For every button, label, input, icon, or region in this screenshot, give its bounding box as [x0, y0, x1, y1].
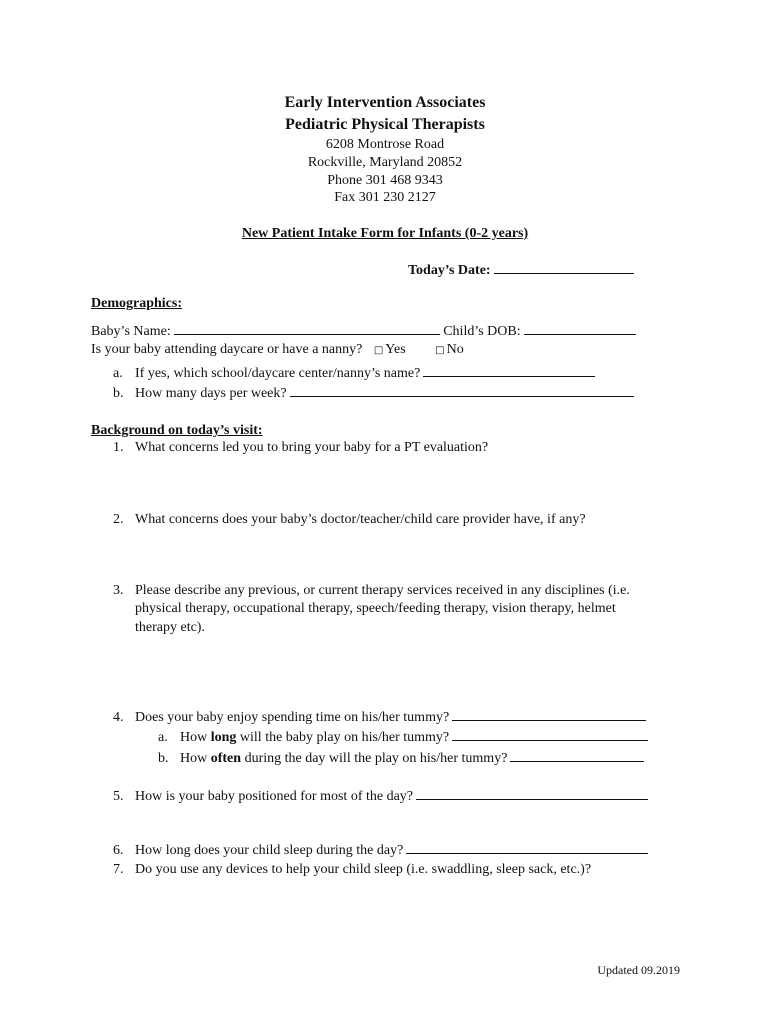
question-number: 1. [113, 440, 124, 455]
yes-label: Yes [385, 342, 406, 357]
no-checkbox[interactable]: □ [435, 345, 445, 356]
question-4-field[interactable] [452, 708, 646, 721]
question-4b [158, 749, 644, 767]
question-3-answer-area[interactable] [135, 640, 675, 700]
question-4b-pre: How [180, 751, 208, 766]
question-7 [113, 862, 591, 878]
daycare-name-question: If yes, which school/daycare center/nanny’s name? [135, 366, 421, 381]
list-marker: a. [113, 366, 123, 381]
question-7-text: Do you use any devices to help your child sleep (i.e. swaddling, sleep sack, etc.)? [135, 862, 592, 877]
daycare-row [91, 342, 464, 358]
question-number: 5. [113, 789, 124, 804]
address-line-2: Rockville, Maryland 20852 [307, 155, 463, 170]
question-number: 2. [113, 512, 124, 527]
baby-name-label: Baby’s Name: [91, 324, 171, 339]
days-per-week-field[interactable] [290, 384, 634, 397]
question-4a-emphasis: long [210, 730, 237, 745]
question-number: 7. [113, 862, 124, 877]
daycare-name-field[interactable] [423, 364, 595, 377]
question-4b-emphasis: often [210, 751, 242, 766]
question-4-text: Does your baby enjoy spending time on his/her tummy? [135, 710, 450, 725]
question-1-text: What concerns led you to bring your baby for a PT evaluation? [135, 440, 489, 455]
question-4b-field[interactable] [510, 749, 644, 762]
days-per-week-row [113, 384, 634, 402]
question-2-text: What concerns does your baby’s doctor/teacher/child care provider have, if any? [135, 512, 586, 527]
org-name: Early Intervention Associates [284, 94, 486, 111]
question-4 [113, 708, 646, 726]
todays-date-field[interactable] [494, 261, 634, 274]
question-2 [113, 512, 586, 528]
question-3-text-line-3: therapy etc). [135, 620, 205, 635]
list-marker: b. [113, 386, 124, 401]
background-heading: Background on today’s visit: [91, 423, 263, 438]
question-4a-pre: How [180, 730, 208, 745]
baby-name-field[interactable] [174, 322, 440, 335]
updated-date: Updated 09.2019 [597, 963, 680, 977]
list-marker: a. [158, 730, 168, 745]
todays-date-label: Today’s Date: [408, 263, 491, 278]
form-title: New Patient Intake Form for Infants (0-2 years) [241, 226, 529, 241]
question-5-text: How is your baby positioned for most of the day? [135, 789, 414, 804]
list-marker: b. [158, 751, 169, 766]
yes-checkbox[interactable]: □ [373, 345, 384, 356]
question-number: 6. [113, 843, 124, 858]
dob-field[interactable] [524, 322, 636, 335]
question-4b-post: during the day will the play on his/her tummy? [244, 751, 508, 766]
days-per-week-question: How many days per week? [135, 386, 287, 401]
question-3 [113, 583, 630, 599]
question-2-answer-area[interactable] [135, 532, 675, 580]
daycare-question: Is your baby attending daycare or have a nanny? [91, 342, 363, 357]
daycare-name-row [113, 364, 595, 382]
org-subtitle: Pediatric Physical Therapists [285, 116, 485, 133]
demographics-heading: Demographics: [91, 296, 182, 311]
question-7-answer-area[interactable] [135, 882, 675, 942]
baby-name-row [91, 322, 636, 340]
question-5 [113, 787, 648, 805]
question-number: 4. [113, 710, 124, 725]
question-1 [113, 440, 488, 456]
question-6-text: How long does your child sleep during the day? [135, 843, 404, 858]
question-6 [113, 841, 648, 859]
todays-date-row [408, 261, 634, 279]
question-3-text-line-2: physical therapy, occupational therapy, speech/feeding therapy, vision therapy, helmet [135, 601, 616, 616]
fax-number: Fax 301 230 2127 [334, 190, 436, 205]
question-4a [158, 728, 648, 746]
question-4a-field[interactable] [452, 728, 648, 741]
question-6-field[interactable] [406, 841, 648, 854]
no-label: No [446, 342, 464, 357]
address-line-1: 6208 Montrose Road [325, 137, 445, 152]
phone-number: Phone 301 468 9343 [327, 173, 443, 188]
question-number: 3. [113, 583, 124, 598]
question-5-field[interactable] [416, 787, 648, 800]
dob-label: Child’s DOB: [443, 324, 521, 339]
question-4a-post: will the baby play on his/her tummy? [239, 730, 450, 745]
question-3-text-line-1: Please describe any previous, or current therapy services received in any disciplines (i.e. [135, 583, 630, 598]
question-1-answer-area[interactable] [135, 460, 675, 508]
